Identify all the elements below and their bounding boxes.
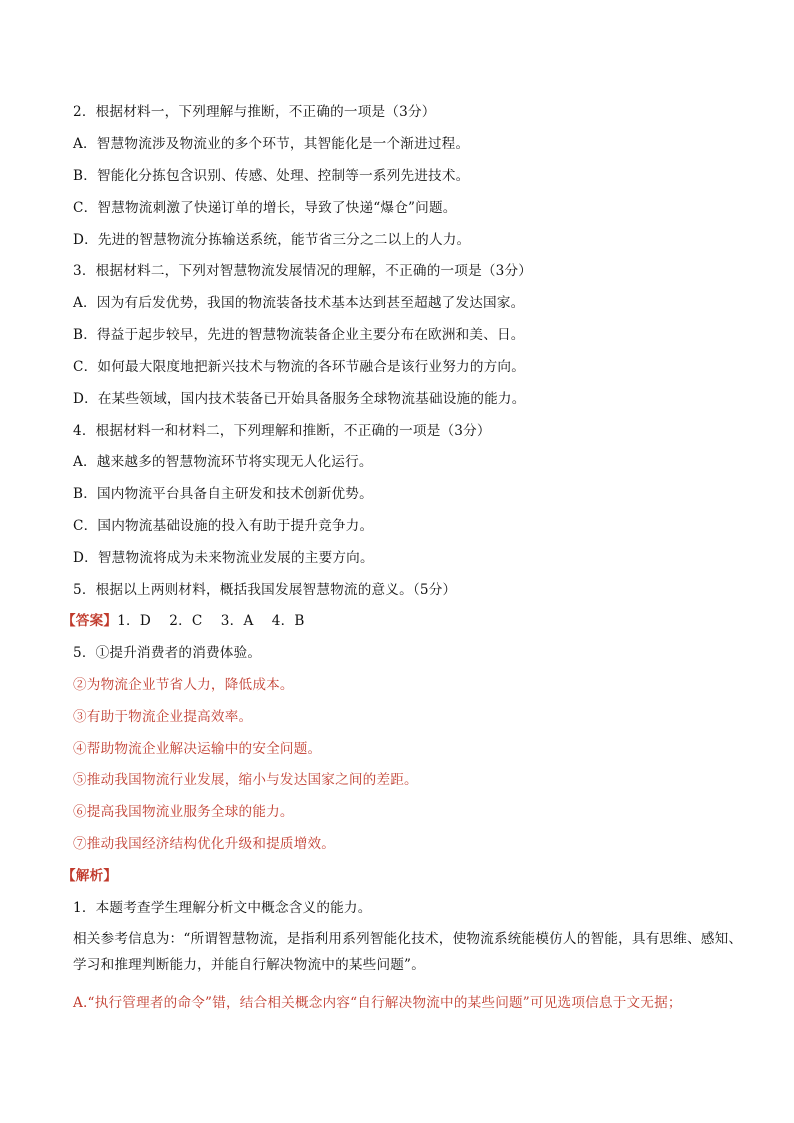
question-5-stem: 5．根据以上两则材料，概括我国发展智慧物流的意义。（5分）: [73, 582, 457, 598]
answer-choices: 1．D 2．C 3．A 4．B: [117, 613, 305, 629]
analysis-option-a-text: “执行管理者的命令”错，结合相关概念内容“自行解决物流中的某些问题”可见选项信息于文无据；: [87, 995, 682, 1011]
analysis-option-a-prefix: A.: [73, 995, 88, 1011]
analysis-label-line: [62, 866, 754, 886]
question-2-option-a: A．智慧物流涉及物流业的多个环节，其智能化是一个渐进过程。: [73, 136, 470, 152]
answer-q5-point-3: ③有助于物流企业提高效率。: [73, 709, 253, 725]
question-4-option-c: C．国内物流基础设施的投入有助于提升竞争力。: [73, 518, 374, 534]
answer-line: [62, 611, 754, 631]
question-3-option-a: A．因为有后发优势，我国的物流装备技术基本达到甚至超越了发达国家。: [73, 295, 525, 311]
question-2-option-b: B．智能化分拣包含识别、传感、处理、控制等一系列先进技术。: [73, 168, 470, 184]
question-4-option-a: A．越来越多的智慧物流环节将实现无人化运行。: [73, 454, 373, 470]
answer-label: 【答案】: [62, 613, 118, 629]
answer-q5-point-7: ⑦推动我国经济结构优化升级和提质增效。: [73, 836, 336, 852]
analysis-paragraph-1: 1．本题考查学生理解分析文中概念含义的能力。: [73, 900, 372, 916]
question-3-option-b: B．得益于起步较早，先进的智慧物流装备企业主要分布在欧洲和美、日。: [73, 327, 525, 343]
question-4-option-b: B．国内物流平台具备自主研发和技术创新优势。: [73, 486, 373, 502]
question-2-stem: 2．根据材料一，下列理解与推断，不正确的一项是（3分）: [73, 104, 436, 120]
question-2-option-c: C．智慧物流刺激了快递订单的增长，导致了快递“爆仓”问题。: [73, 200, 457, 216]
analysis-paragraph-2: 相关参考信息为：“所谓智慧物流，是指利用系列智能化技术，使物流系统能模仿人的智能，具有思维、感知、学习和推理判断能力，并能自行解决物流中的某些问题”。: [73, 931, 743, 973]
question-3-option-c: C．如何最大限度地把新兴技术与物流的各环节融合是该行业努力的方向。: [73, 359, 525, 375]
answer-q5-point-2: ②为物流企业节省人力，降低成本。: [73, 677, 294, 693]
question-2-option-d: D．先进的智慧物流分拣输送系统，能节省三分之二以上的人力。: [73, 232, 471, 248]
question-3-option-d: D．在某些领域，国内技术装备已开始具备服务全球物流基础设施的能力。: [73, 391, 526, 407]
answer-q5-point-6: ⑥提高我国物流业服务全球的能力。: [73, 804, 294, 820]
question-4-option-d: D．智慧物流将成为未来物流业发展的主要方向。: [73, 550, 374, 566]
answer-q5-point-5: ⑤推动我国物流行业发展，缩小与发达国家之间的差距。: [73, 772, 418, 788]
answer-q5-first-point: 5．①提升消费者的消费体验。: [73, 645, 262, 661]
analysis-paragraph-3: [73, 993, 754, 1013]
answer-q5-point-4: ④帮助物流企业解决运输中的安全问题。: [73, 741, 322, 757]
question-4-stem: 4．根据材料一和材料二，下列理解和推断，不正确的一项是（3分）: [73, 423, 491, 439]
question-3-stem: 3．根据材料二，下列对智慧物流发展情况的理解，不正确的一项是（3分）: [73, 263, 533, 279]
analysis-label: 【解析】: [62, 868, 118, 884]
